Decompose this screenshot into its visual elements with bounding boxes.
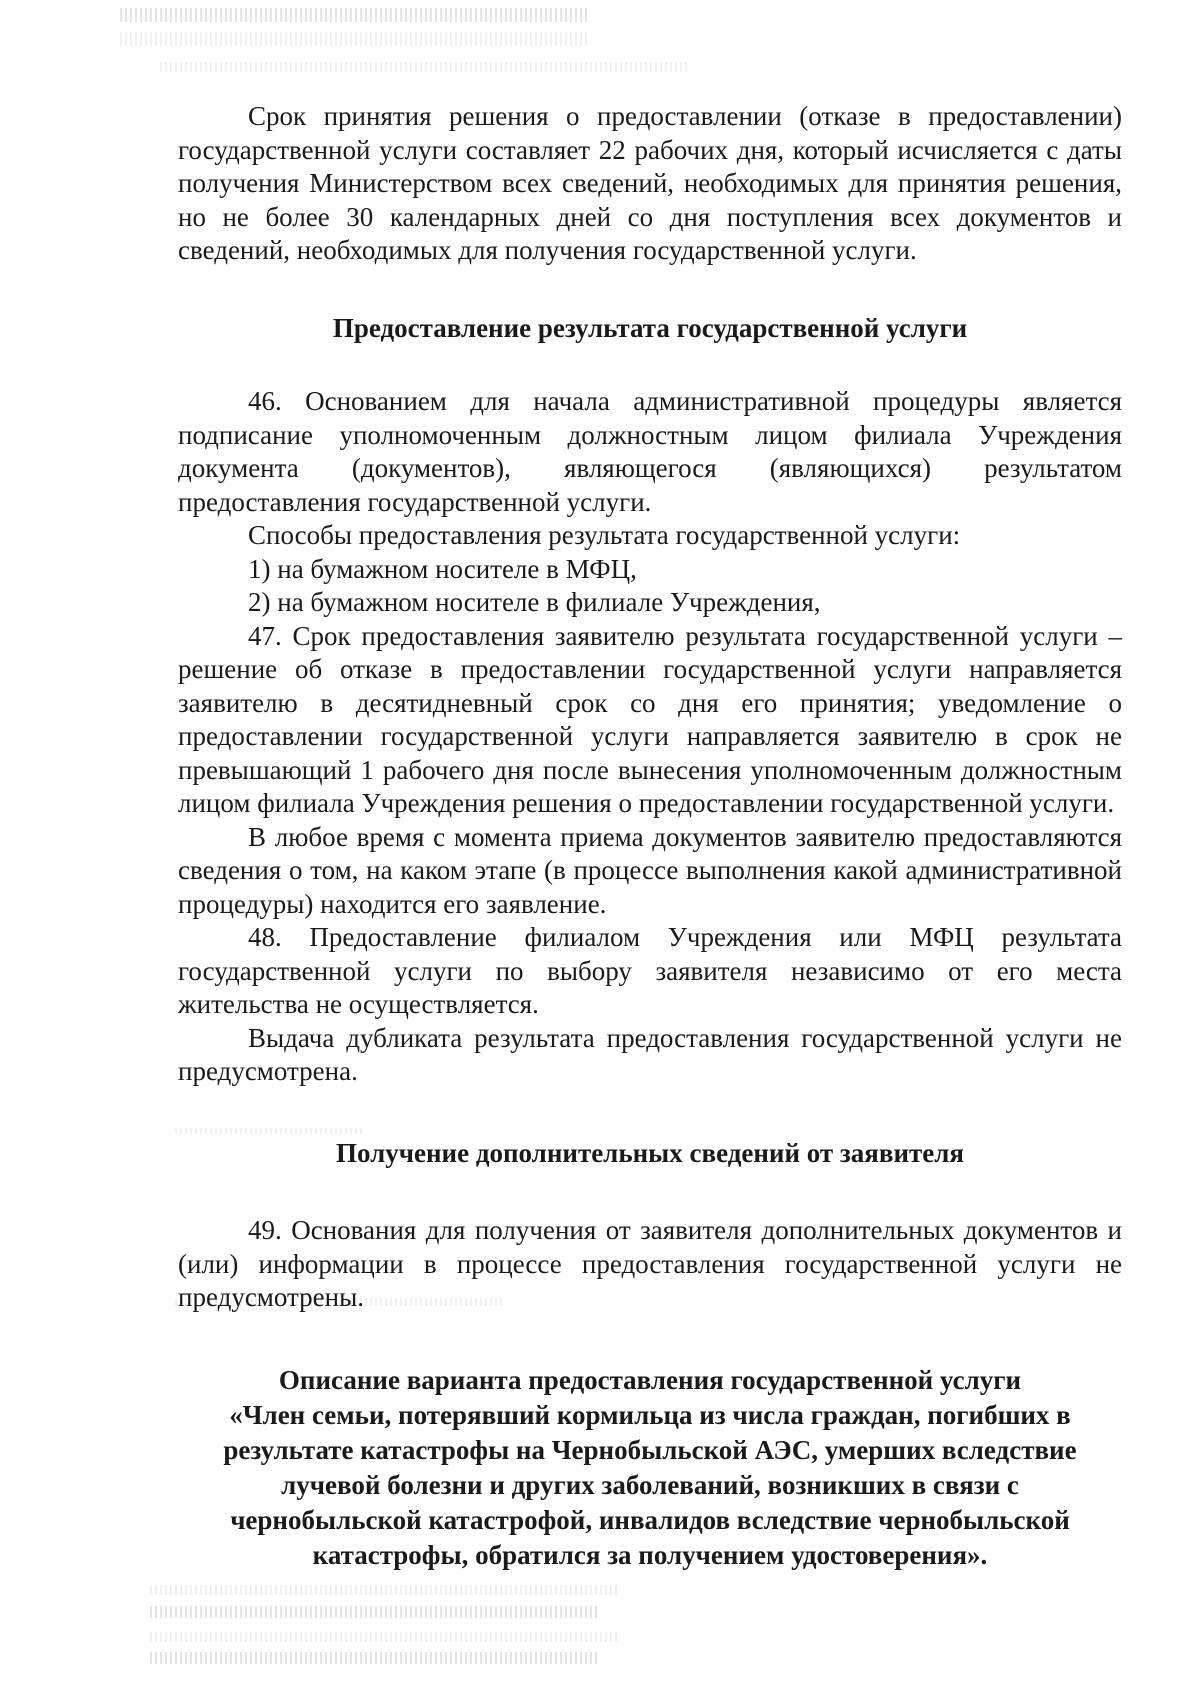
intro-paragraph: Срок принятия решения о предоставлении (отказе в предоставлении) государственной услуги составляет 22 рабочих дня, который исчисляется с даты получения Министерством всех сведений, необходимых для принятия решения, но не более 30 календарных дней со дня поступления всех документов и сведений, необходимых для получения государственной услуги. xyxy=(178,101,1122,265)
scan-noise-top-3 xyxy=(160,62,690,72)
paragraph-47-info: В любое время с момента приема документов заявителю предоставляются сведения о том, на каком этапе (в процессе выполнения какой административной процедуры) находится его заявление. xyxy=(178,821,1122,919)
paragraph-46: 46. Основанием для начала административной процедуры является подписание уполномоченным должностным лицом филиала Учреждения документа (документов), являющегося (являющихся) результатом предоставления государственной услуги. xyxy=(178,386,1122,517)
scan-noise-top xyxy=(120,8,590,22)
variant-heading-line: результате катастрофы на Чернобыльской АЭС, умерших вследствие xyxy=(223,1434,1077,1465)
scan-noise-top-2 xyxy=(120,32,590,46)
paragraph-47: 47. Срок предоставления заявителю результата государственной услуги – решение об отказе в предоставлении государственной услуги направляется заявителю в десятидневный срок со дня его принятия; уведомление о предоставлении государственной услуги направляется заявителю в срок не превышающий 1 рабочего дня после вынесения уполномоченным должностным лицом филиала Учреждения решения о предоставлении государственной услуги. xyxy=(178,620,1122,818)
scan-noise-bottom-1 xyxy=(150,1585,620,1595)
paragraph-48: 48. Предоставление филиалом Учреждения или МФЦ результата государственной услуги по выбору заявителя независимо от его места жительства не осуществляется. xyxy=(178,922,1122,1019)
scan-noise-bottom-4 xyxy=(150,1652,600,1664)
method-2: 2) на бумажном носителе в филиале Учреждения, xyxy=(248,587,821,617)
scan-noise-bottom-2 xyxy=(150,1606,600,1618)
methods-intro: Способы предоставления результата государственной услуги: xyxy=(248,520,961,550)
method-1: 1) на бумажном носителе в МФЦ, xyxy=(248,553,637,584)
variant-heading-line: Описание варианта предоставления государственной услуги xyxy=(278,1364,1022,1395)
variant-heading-line: «Член семьи, потерявший кормильца из числа граждан, погибших в xyxy=(229,1399,1071,1430)
heading-additional: Получение дополнительных сведений от заявителя xyxy=(335,1137,965,1168)
variant-heading-line: лучевой болезни и других заболеваний, возникших в связи с xyxy=(281,1469,1019,1500)
scan-noise-bottom-3 xyxy=(150,1632,620,1642)
variant-heading-line: катастрофы, обратился за получением удостоверения». xyxy=(312,1539,988,1570)
document-body xyxy=(178,100,1122,1573)
variant-heading-line: чернобыльской катастрофой, инвалидов вследствие чернобыльской xyxy=(230,1504,1070,1535)
variant-description-heading xyxy=(148,1363,1152,1573)
paragraph-48-duplicate: Выдача дубликата результата предоставления государственной услуги не предусмотрена. xyxy=(178,1022,1122,1086)
paragraph-49: 49. Основания для получения от заявителя дополнительных документов и (или) информации в процессе предоставления государственной услуги не предусмотрены. xyxy=(178,1215,1122,1312)
heading-result: Предоставление результата государственной услуги xyxy=(332,312,968,343)
